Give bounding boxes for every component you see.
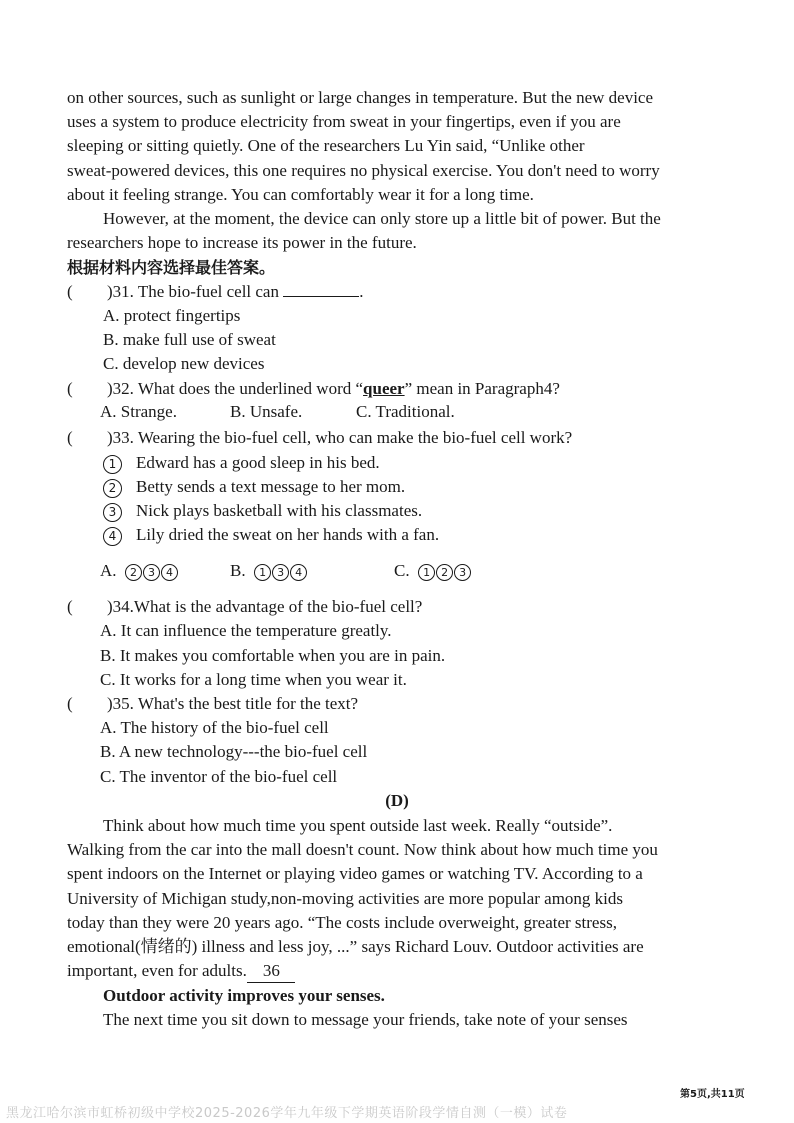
option-label: B. bbox=[230, 561, 246, 580]
circled-number: 1 bbox=[418, 564, 435, 581]
answer-paren: ( bbox=[67, 428, 73, 447]
passage-d-label: (D) bbox=[385, 791, 409, 810]
underlined-word: queer bbox=[363, 379, 405, 398]
question-35-text: )35. What's the best title for the text? bbox=[107, 694, 359, 713]
passage-d-line-2: Walking from the car into the mall doesn't count. Now think about how much time you bbox=[67, 840, 658, 859]
q33-item-4 bbox=[103, 524, 439, 546]
watermark: 黑龙江哈尔滨市虹桥初级中学校2025-2026学年九年级下学期英语阶段学情自测（一模）试卷 bbox=[6, 1106, 568, 1121]
question-31-end: . bbox=[359, 282, 364, 301]
q34-option-b: B. It makes you comfortable when you are in pain. bbox=[100, 646, 446, 665]
passage-d-line-7 bbox=[67, 960, 295, 983]
q32-option-c: C. Traditional. bbox=[356, 402, 455, 421]
circled-number: 3 bbox=[454, 564, 471, 581]
circled-number: 3 bbox=[143, 564, 160, 581]
answer-paren: ( bbox=[67, 597, 73, 616]
answer-blank bbox=[283, 282, 359, 297]
answer-paren: ( bbox=[67, 282, 73, 301]
passage-c-line-4: sweat-powered devices, this one requires no physical exercise. You don't need to worry bbox=[67, 161, 660, 180]
circled-number: 2 bbox=[436, 564, 453, 581]
circled-number: 3 bbox=[103, 503, 122, 522]
q33-option-a bbox=[100, 561, 179, 581]
q35-option-a: A. The history of the bio-fuel cell bbox=[100, 718, 329, 737]
circled-number: 4 bbox=[103, 527, 122, 546]
instruction: 根据材料内容选择最佳答案。 bbox=[67, 258, 276, 277]
q33-item-3-text: Nick plays basketball with his classmates. bbox=[136, 501, 423, 520]
passage-d-line-7-text: important, even for adults. bbox=[67, 961, 247, 980]
question-34-text: )34.What is the advantage of the bio-fuel cell? bbox=[107, 597, 423, 616]
option-label: A. bbox=[100, 561, 117, 580]
section-heading: Outdoor activity improves your senses. bbox=[103, 986, 385, 1005]
q33-item-2-text: Betty sends a text message to her mom. bbox=[136, 477, 406, 496]
blank-36: 36 bbox=[247, 960, 295, 983]
answer-paren: ( bbox=[67, 694, 73, 713]
passage-c-last-line-2: researchers hope to increase its power in the future. bbox=[67, 233, 417, 252]
option-label: C. bbox=[394, 561, 410, 580]
circled-number: 2 bbox=[125, 564, 142, 581]
passage-c-last-line-1: However, at the moment, the device can only store up a little bit of power. But the bbox=[103, 209, 661, 228]
q32-option-a: A. Strange. bbox=[100, 402, 177, 421]
q33-item-4-text: Lily dried the sweat on her hands with a fan. bbox=[136, 525, 440, 544]
passage-d-line-3: spent indoors on the Internet or playing video games or watching TV. According to a bbox=[67, 864, 643, 883]
answer-paren: ( bbox=[67, 379, 73, 398]
q35-option-c: C. The inventor of the bio-fuel cell bbox=[100, 767, 338, 786]
circled-number: 4 bbox=[290, 564, 307, 581]
circled-number: 1 bbox=[103, 455, 122, 474]
q35-option-b: B. A new technology---the bio-fuel cell bbox=[100, 742, 368, 761]
passage-c-line-5: about it feeling strange. You can comfortably wear it for a long time. bbox=[67, 185, 534, 204]
q33-option-b bbox=[230, 561, 308, 581]
passage-d-p2-line-1: The next time you sit down to message your friends, take note of your senses bbox=[103, 1010, 628, 1029]
q31-option-a: A. protect fingertips bbox=[103, 306, 241, 325]
circled-number: 1 bbox=[254, 564, 271, 581]
q33-option-c bbox=[394, 561, 472, 581]
q34-option-c: C. It works for a long time when you wear it. bbox=[100, 670, 407, 689]
passage-d-line-5: today than they were 20 years ago. “The costs include overweight, greater stress, bbox=[67, 913, 617, 932]
question-32-text-after: ” mean in Paragraph4? bbox=[404, 379, 560, 398]
passage-d-line-1: Think about how much time you spent outside last week. Really “outside”. bbox=[103, 816, 613, 835]
circled-number: 3 bbox=[272, 564, 289, 581]
q31-option-c: C. develop new devices bbox=[103, 354, 265, 373]
circled-number: 2 bbox=[103, 479, 122, 498]
q34-option-a: A. It can influence the temperature greatly. bbox=[100, 621, 392, 640]
question-32-text-before: )32. What does the underlined word “ bbox=[107, 379, 364, 398]
page-number: 第5页,共11页 bbox=[680, 1089, 745, 1100]
q31-option-b: B. make full use of sweat bbox=[103, 330, 276, 349]
q33-item-1-text: Edward has a good sleep in his bed. bbox=[136, 453, 380, 472]
q33-item-2 bbox=[103, 476, 405, 498]
question-33-text: )33. Wearing the bio-fuel cell, who can make the bio-fuel cell work? bbox=[107, 428, 573, 447]
passage-c-line-2: uses a system to produce electricity from sweat in your fingertips, even if you are bbox=[67, 112, 621, 131]
passage-c-line-1: on other sources, such as sunlight or large changes in temperature. But the new device bbox=[67, 88, 654, 107]
passage-d-line-4: University of Michigan study,non-moving activities are more popular among kids bbox=[67, 889, 624, 908]
passage-d-line-6: emotional(情绪的) illness and less joy, ...” says Richard Louv. Outdoor activities are bbox=[67, 937, 644, 956]
q33-item-3 bbox=[103, 500, 422, 522]
passage-c-line-3: sleeping or sitting quietly. One of the researchers Lu Yin said, “Unlike other bbox=[67, 136, 585, 155]
circled-number: 4 bbox=[161, 564, 178, 581]
q33-item-1 bbox=[103, 452, 380, 474]
q32-option-b: B. Unsafe. bbox=[230, 402, 303, 421]
question-31-text: )31. The bio-fuel cell can bbox=[107, 282, 279, 301]
